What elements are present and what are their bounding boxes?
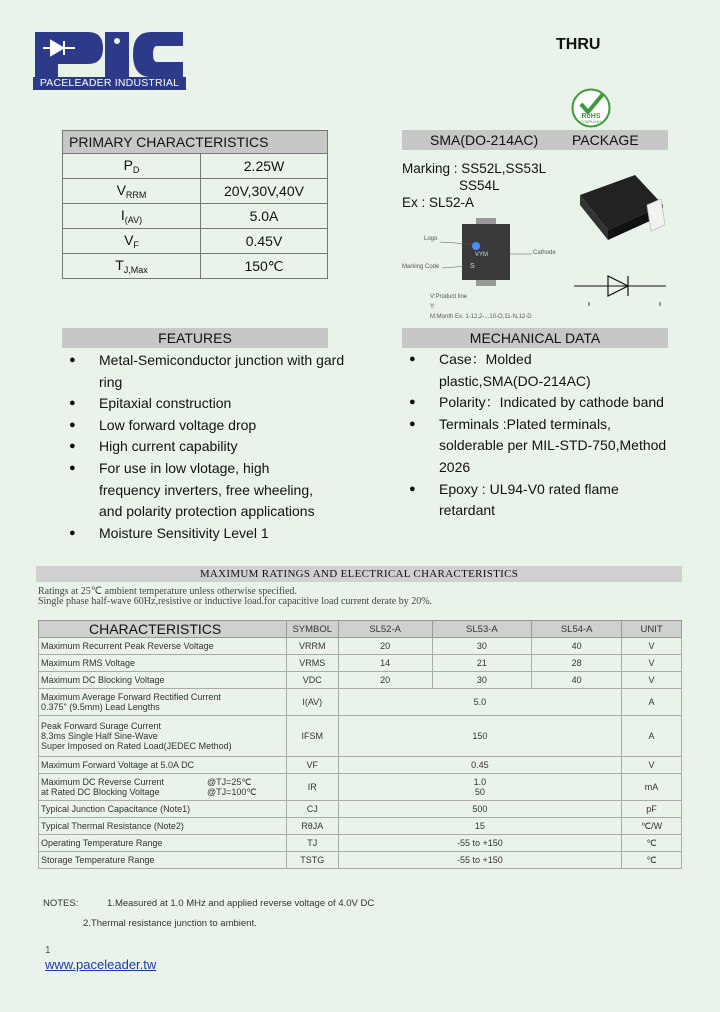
marking-diagram [400, 218, 580, 328]
table-row: $P_D$ 2.25W [63, 154, 328, 179]
chip-bottom-text: S [470, 263, 475, 270]
website-link[interactable]: www.paceleader.tw [45, 957, 157, 972]
column-header: SL54-A [532, 621, 622, 638]
logo-label: Logo [424, 236, 438, 242]
marking-example: Ex : SL52-A [402, 195, 475, 210]
marking-label: Marking : SS52L,SS53L [402, 161, 547, 176]
table-row: Maximum Average Forward Rectified Current 0.375" (9.5mm) Lead Lengths I(AV) 5.0 A [39, 689, 682, 716]
table-row: $T_{J,Max}$ 150℃ [63, 254, 328, 279]
sma-package-image [575, 175, 665, 245]
table-row: Typical Junction Capacitance (Note1) CJ 500 pF [39, 801, 682, 818]
primary-header: PRIMARY CHARACTERISTICS [63, 131, 328, 154]
table-row: Peak Forward Surage Current 8.3ms Single Half Sine-Wave Super Imposed on Rated Load(JEDEC Method) IFSM 150 A [39, 716, 682, 757]
table-header-row [39, 621, 682, 638]
package-label: PACKAGE [572, 132, 639, 148]
list-item: ● High current capability [69, 436, 349, 458]
ratings-note: Ratings at 25℃ ambient temperature unless otherwise specified. [38, 586, 297, 597]
column-header: SL53-A [432, 621, 532, 638]
list-item: ● Moisture Sensitivity Level 1 [69, 523, 349, 545]
page-number: 1 [45, 945, 51, 956]
primary-characteristics-table [62, 130, 328, 279]
legend-line: V:Product line [430, 294, 468, 300]
list-item: ● Metal-Semiconductor junction with gard ring [69, 350, 349, 393]
note-item: 1.Measured at 1.0 MHz and applied reverse voltage of 4.0V DC [107, 898, 375, 909]
table-row: Maximum RMS Voltage VRMS 14 21 28 V [39, 655, 682, 672]
column-header: SYMBOL [286, 621, 338, 638]
mechanical-list [409, 349, 674, 522]
list-item: ● Epoxy : UL94-V0 rated flame retardant [409, 479, 674, 522]
package-name: SMA(DO-214AC) [430, 132, 539, 148]
notes [43, 894, 374, 934]
list-item: ● Low forward voltage drop [69, 415, 349, 437]
note-item: 2.Thermal resistance junction to ambient. [83, 918, 257, 929]
ratings-table [38, 620, 682, 869]
ratings-note: Single phase half-wave 60Hz,resistive or inductive load.for capacitive load current derate by 20%. [38, 596, 433, 607]
mechanical-header: MECHANICAL DATA [402, 328, 668, 348]
table-row: Maximum DC Blocking Voltage VDC 20 30 40 V [39, 672, 682, 689]
page-title: THRU [556, 36, 601, 53]
company-name: PACELEADER INDUSTRIAL [33, 77, 186, 90]
column-header: SL52-A [338, 621, 432, 638]
features-header: FEATURES [62, 328, 328, 348]
list-item: ● For use in low vlotage, high frequency inverters, free wheeling, and polarity protection applications [69, 458, 349, 523]
legend-line: M:Month Ex. 1-12,2-...10-O,11-N,12-D [430, 314, 532, 320]
diode-symbol-icon [574, 266, 666, 308]
chip-top-text: VYM [475, 252, 489, 258]
list-item: ● Terminals :Plated terminals, solderable per MIL-STD-750,Method 2026 [409, 414, 674, 479]
list-item: ● Epitaxial construction [69, 393, 349, 415]
marking-code-label: Marking Code [402, 264, 440, 270]
marking-line2: SS54L [459, 178, 500, 193]
ratings-header: MAXIMUM RATINGS AND ELECTRICAL CHARACTERISTICS [36, 566, 682, 582]
table-row: $I_{(AV)}$ 5.0A [63, 204, 328, 229]
cathode-label: Cathode [533, 250, 556, 256]
column-header: UNIT [622, 621, 682, 638]
list-item: ● Case：Molded plastic,SMA(DO-214AC) [409, 349, 674, 392]
list-item: ● Polarity：Indicated by cathode band [409, 392, 674, 414]
column-header: CHARACTERISTICS [39, 621, 287, 638]
legend-line: Y: [430, 304, 436, 310]
rohs-compliant-icon [571, 88, 611, 128]
table-row: Operating Temperature Range TJ -55 to +150 ℃ [39, 835, 682, 852]
table-row: $V_{RRM}$ 20V,30V,40V [63, 179, 328, 204]
table-row: Storage Temperature Range TSTG -55 to +150 ℃ [39, 852, 682, 869]
notes-label: NOTES: [43, 898, 79, 909]
features-list [69, 350, 349, 544]
table-row: Maximum Recurrent Peak Reverse Voltage VRRM 20 30 40 V [39, 638, 682, 655]
svg-text:COMPLIANT: COMPLIANT [580, 120, 602, 124]
table-row: Typical Thermal Resistance (Note2) RθJA 15 ℃/W [39, 818, 682, 835]
table-row: Maximum DC Reverse Current @TJ=25℃ at Rated DC Blocking Voltage @TJ=100℃ IR 1.0 50 mA [39, 774, 682, 801]
svg-text:RoHS: RoHS [581, 113, 601, 120]
table-row: $V_F$ 0.45V [63, 229, 328, 254]
package-header [402, 130, 668, 150]
table-row: Maximum Forward Voltage at 5.0A DC VF 0.45 V [39, 757, 682, 774]
